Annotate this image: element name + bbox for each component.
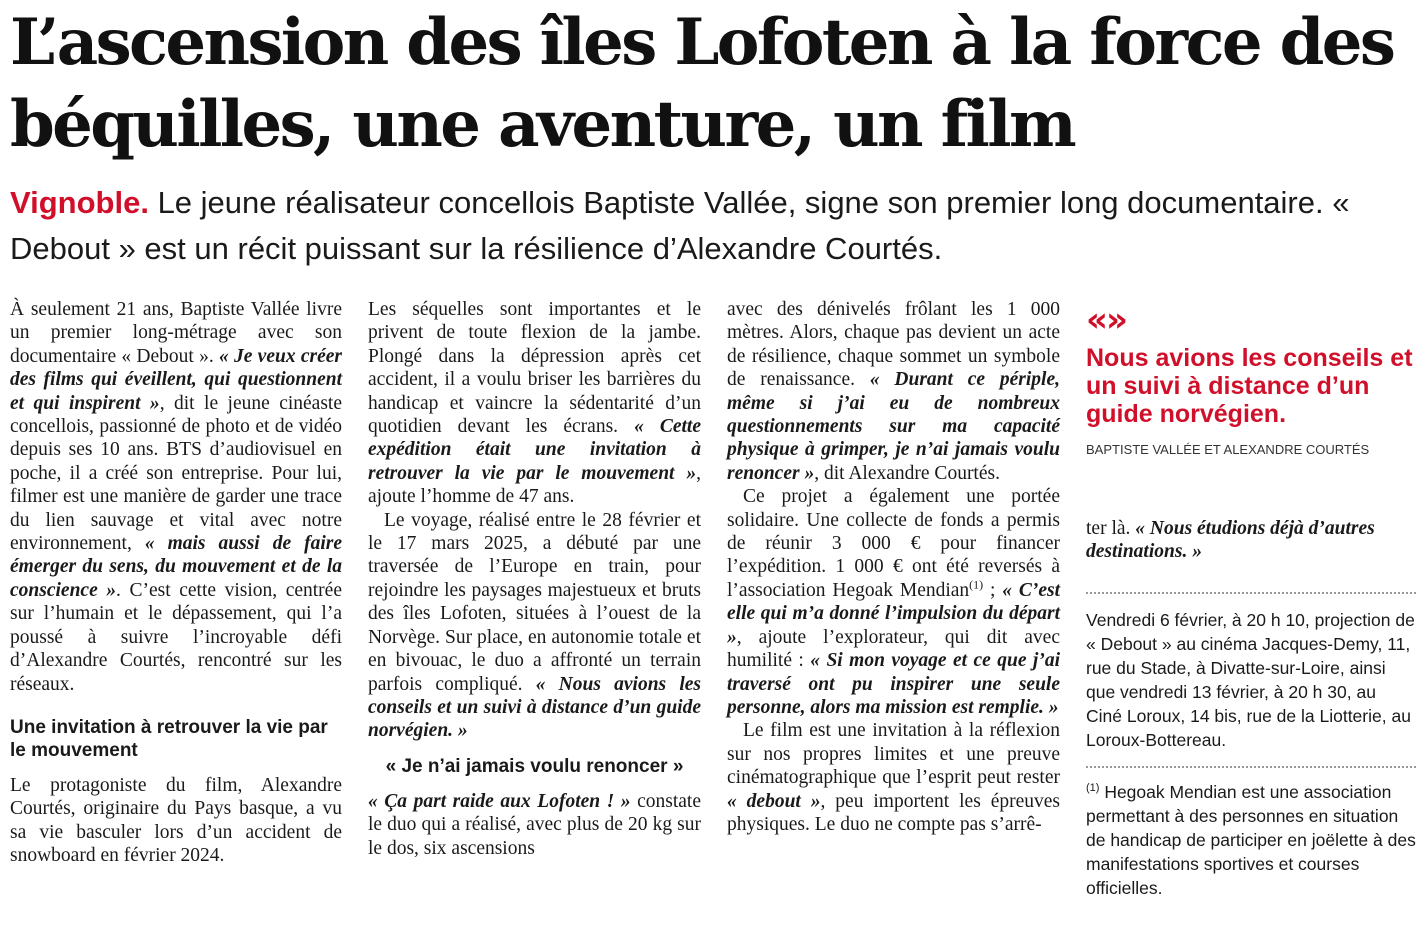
pull-quote-source: BAPTISTE VALLÉE ET ALEXANDRE COURTÉS bbox=[1086, 442, 1370, 457]
quote-run: « debout » bbox=[727, 790, 821, 812]
paragraph bbox=[368, 509, 701, 743]
standfirst bbox=[10, 180, 1415, 272]
footnote-text: Hegoak Mendian est une association permettant à des personnes en situation de handicap de participer en joëlette à des manifestations sportives et courses officielles. bbox=[1086, 781, 1416, 898]
text-run: Le voyage, réalisé entre le 28 février et le 17 mars 2025, a débuté par une traversée de l’Europe en train, pour rejoindre les paysages majestueux et bruts des îles Lofoten, situées à l’ouest de la Norvège. Sur place, en autonomie totale et en bivouac, le duo a affronté un terrain parfois compliqué. bbox=[368, 509, 701, 695]
text-run: , ajoute l’homme de 47 ans. bbox=[368, 462, 701, 508]
article-column-2 bbox=[368, 298, 701, 860]
article-column-3 bbox=[727, 298, 1060, 836]
text-run: Les séquelles sont importantes et le privent de toute flexion de la jambe. Plongé dans la dépression après cet accident, il a voulu briser les barrières du handicap et vaincre la sédentarité d’un quotidien devant les écrans. bbox=[368, 299, 701, 438]
quote-run: « mais aussi de faire émerger du sens, du mouvement et de la conscience » bbox=[10, 533, 342, 601]
footnote-marker: (1) bbox=[1086, 781, 1100, 794]
text-run: , ajoute l’explorateur, qui dit avec humilité : bbox=[727, 626, 1060, 672]
standfirst-text: Le jeune réalisateur concellois Baptiste Vallée, signe son premier long documentaire. « Debout » est un récit puissant sur la résilience d’Alexandre Courtés. bbox=[10, 185, 1350, 266]
text-run: . C’est cette vision, centrée sur l’humain et le dépassement, qui l’a poussé à suivre l’incroyable défi d’Alexandre Courtés, rencontré sur les réseaux. bbox=[10, 579, 342, 695]
paragraph bbox=[10, 298, 342, 696]
divider bbox=[1086, 766, 1416, 768]
subheading: Une invitation à retrouver la vie par le mouvement bbox=[10, 716, 328, 761]
headline: L’ascension des îles Lofoten à la force des béquilles, une aventure, un film bbox=[10, 5, 1394, 162]
text-run: , dit Alexandre Courtés. bbox=[814, 462, 1000, 484]
quote-run: « Nous étudions déjà d’autres destinations. » bbox=[1086, 518, 1375, 563]
quote-marks-icon: «» bbox=[1086, 300, 1126, 340]
footnote bbox=[1086, 780, 1416, 900]
paragraph: Le protagoniste du film, Alexandre Courtés, originaire du Pays basque, a vu sa vie basculer lors d’un accident de snowboard en février 2024. bbox=[10, 774, 342, 867]
pull-quote bbox=[1086, 300, 1416, 457]
article-column-4 bbox=[1086, 517, 1416, 900]
quote-run: « Ça part raide aux Lofoten ! » bbox=[368, 790, 631, 812]
footnote-ref: (1) bbox=[969, 577, 984, 592]
text-run: avec des dénivelés frôlant les 1 000 mètres. Alors, chaque pas devient un acte de résilience, chaque sommet un symbole de renaissance. bbox=[727, 299, 1060, 391]
paragraph bbox=[368, 790, 701, 860]
text-run: constate le duo qui a réalisé, avec plus de 20 kg sur le dos, six ascensions bbox=[368, 790, 702, 859]
paragraph bbox=[727, 298, 1060, 485]
article-column-1 bbox=[10, 298, 342, 868]
subheading: « Je n’ai jamais voulu renoncer » bbox=[385, 755, 684, 777]
paragraph bbox=[1086, 517, 1416, 564]
text-run: Le film est une invitation à la réflexion sur nos propres limites et une preuve cinématographique que l’esprit peut rester bbox=[727, 720, 1060, 789]
quote-run: « Durant ce périple, même si j’ai eu de nombreux questionnements sur ma capacité physique à grimper, je n’ai jamais voulu renoncer » bbox=[727, 369, 1060, 484]
paragraph bbox=[727, 719, 1060, 836]
quote-run: « C’est elle qui m’a donné l’impulsion du départ » bbox=[727, 579, 1060, 648]
screening-info: Vendredi 6 février, à 20 h 10, projection de « Debout » au cinéma Jacques-Demy, 11, rue du Stade, à Divatte-sur-Loire, ainsi que vendredi 13 février, à 20 h 30, au Ciné Loroux, 14 bis, rue de la Liotterie, au Loroux-Bottereau. bbox=[1086, 609, 1415, 750]
text-run: , dit le jeune cinéaste concellois, passionné de photo et de vidéo depuis ses 10 ans. BTS d’audiovisuel en poche, il a créé son entreprise. Pour lui, filmer est une manière de garder une trace du lien sauvage et vital avec notre environnement, bbox=[10, 392, 342, 555]
text-run: À seulement 21 ans, Baptiste Vallée livre un premier long-métrage avec son documentaire « Debout ». bbox=[10, 299, 342, 367]
quote-run: « Je veux créer des films qui éveillent, qui questionnent et qui inspirent » bbox=[10, 345, 342, 414]
paragraph bbox=[727, 485, 1060, 719]
quote-run: « Nous avions les conseils et un suivi à distance d’un guide norvégien. » bbox=[368, 673, 701, 742]
text-run: Ce projet a également une portée solidaire. Une collecte de fonds a permis de réunir 3 000 € pour financer l’expédition. 1 000 € ont été reversés à l’association Hegoak Mendian bbox=[727, 486, 1060, 601]
text-run: ter là. bbox=[1086, 518, 1136, 539]
pull-quote-text: Nous avions les conseils et un suivi à distance d’un guide norvégien. bbox=[1086, 344, 1413, 428]
divider bbox=[1086, 592, 1416, 594]
quote-run: « Cette expédition était une invitation à retrouver la vie par le mouvement » bbox=[368, 416, 701, 484]
text-run: ; bbox=[983, 579, 1003, 601]
paragraph bbox=[368, 298, 701, 509]
text-run: , peu importent les épreuves physiques. Le duo ne compte pas s’arrê- bbox=[727, 790, 1061, 835]
kicker: Vignoble. bbox=[10, 185, 149, 220]
quote-run: « Si mon voyage et ce que j’ai traversé ont pu inspirer une seule personne, alors ma mission est remplie. » bbox=[727, 650, 1060, 718]
